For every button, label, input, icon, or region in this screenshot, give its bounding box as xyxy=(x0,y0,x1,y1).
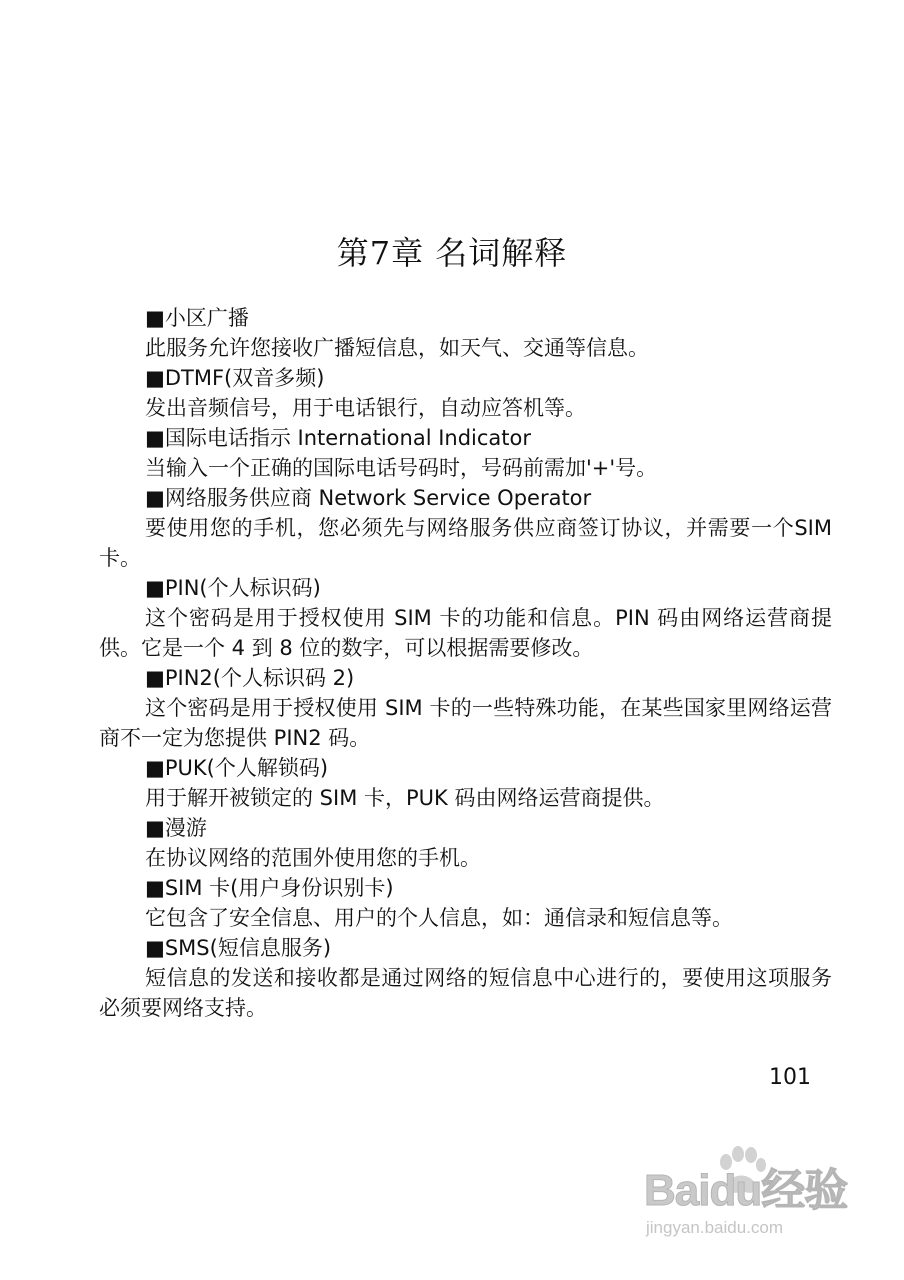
term-definition: 发出音频信号，用于电话银行，自动应答机等。 xyxy=(145,396,586,420)
term-heading: ■漫游 xyxy=(145,816,207,840)
term-definition: 当输入一个正确的国际电话号码时，号码前需加'+'号。 xyxy=(145,456,658,480)
baidu-jingyan-watermark xyxy=(640,1148,880,1258)
term-definition: 这个密码是用于授权使用 SIM 卡的一些特殊功能，在某些国家里网络运营商不一定为您提供 PIN2 码。 xyxy=(99,696,832,750)
glossary-entry-international-indicator xyxy=(99,423,832,483)
term-heading: ■SIM 卡(用户身份识别卡) xyxy=(145,876,394,900)
glossary-entry-roaming xyxy=(99,813,832,873)
term-definition: 这个密码是用于授权使用 SIM 卡的功能和信息。PIN 码由网络运营商提供。它是一个 4 到 8 位的数字，可以根据需要修改。 xyxy=(99,606,832,660)
term-heading: ■DTMF(双音多频) xyxy=(145,366,325,390)
glossary-entry-dtmf xyxy=(99,363,832,423)
page-number: 101 xyxy=(769,1065,811,1090)
term-definition: 要使用您的手机，您必须先与网络服务供应商签订协议，并需要一个SIM 卡。 xyxy=(99,516,832,570)
term-definition: 用于解开被锁定的 SIM 卡，PUK 码由网络运营商提供。 xyxy=(145,786,665,810)
glossary-list xyxy=(99,303,832,1023)
term-heading: ■国际电话指示 International Indicator xyxy=(145,426,532,450)
term-definition: 在协议网络的范围外使用您的手机。 xyxy=(145,846,481,870)
glossary-entry-sms xyxy=(99,933,832,1023)
term-definition: 它包含了安全信息、用户的个人信息，如：通信录和短信息等。 xyxy=(145,906,733,930)
term-heading: ■网络服务供应商 Network Service Operator xyxy=(145,486,592,510)
term-heading: ■PIN2(个人标识码 2) xyxy=(145,666,355,690)
watermark-logo: Baidu经验 xyxy=(644,1166,848,1215)
glossary-entry-pin xyxy=(99,573,832,663)
glossary-entry-pin2 xyxy=(99,663,832,753)
term-definition: 短信息的发送和接收都是通过网络的短信息中心进行的，要使用这项服务必须要网络支持。 xyxy=(99,966,832,1020)
glossary-entry-puk xyxy=(99,753,832,813)
glossary-entry-network-operator xyxy=(99,483,832,573)
watermark-url: jingyan.baidu.com xyxy=(646,1218,784,1237)
glossary-entry-cell-broadcast xyxy=(99,303,832,363)
glossary-entry-sim-card xyxy=(99,873,832,933)
term-heading: ■小区广播 xyxy=(145,306,249,330)
term-heading: ■PIN(个人标识码) xyxy=(145,576,321,600)
chapter-title: 第7章 名词解释 xyxy=(336,234,568,272)
term-definition: 此服务允许您接收广播短信息，如天气、交通等信息。 xyxy=(145,336,649,360)
term-heading: ■SMS(短信息服务) xyxy=(145,936,332,960)
term-heading: ■PUK(个人解锁码) xyxy=(145,756,329,780)
